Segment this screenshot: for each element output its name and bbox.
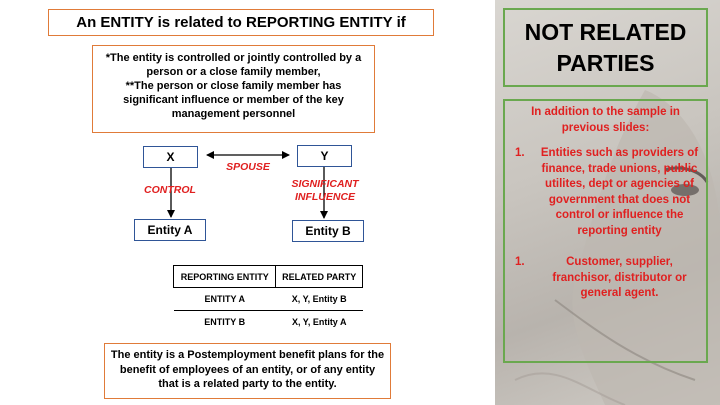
not-related-list <box>511 146 700 302</box>
spouse-label: SPOUSE <box>226 161 270 173</box>
list-text: Customer, supplier, franchisor, distributor or general agent. <box>552 256 687 299</box>
list-item <box>511 146 700 239</box>
not-related-heading: NOT RELATED PARTIES <box>503 8 708 87</box>
control-label: CONTROL <box>144 184 196 196</box>
table-cell: ENTITY B <box>204 317 246 327</box>
node-x: X <box>143 146 198 168</box>
node-y: Y <box>297 145 352 167</box>
not-related-intro: In addition to the sample in previous slides: <box>531 106 680 134</box>
list-item <box>511 255 700 302</box>
table-cell: X, Y, Entity A <box>291 317 347 327</box>
header-reporting-entity: REPORTING ENTITY <box>174 266 276 288</box>
significant-influence-label: SIGNIFICANT INFLUENCE <box>291 178 359 203</box>
table-row <box>174 311 363 334</box>
node-entity-a: Entity A <box>134 219 206 241</box>
table-cell: X, Y, Entity B <box>276 288 363 311</box>
related-party-table <box>173 265 363 333</box>
list-text: Entities such as providers of finance, trade unions, public utilites, dept or agencies of government that does not control or influence the reporting entity <box>540 147 699 237</box>
list-number: 1. <box>515 147 525 159</box>
table-row <box>174 288 363 311</box>
slide-title: An ENTITY is related to REPORTING ENTITY if <box>48 9 434 36</box>
table-header-row <box>174 266 363 288</box>
conditions-box <box>92 45 375 133</box>
table-cell: ENTITY A <box>174 288 276 311</box>
list-number: 1. <box>515 256 525 268</box>
bottom-note: The entity is a Postemployment benefit plans for the benefit of employees of an entity, or of any entity that is a related party to the entity. <box>104 343 391 399</box>
node-entity-b: Entity B <box>292 220 364 242</box>
not-related-content <box>503 99 708 363</box>
header-related-party: RELATED PARTY <box>276 266 363 288</box>
conditions-text: *The entity is controlled or jointly controlled by a person or a close family member, **The person or close family member has significant influence or member of the key management personnel <box>105 52 362 120</box>
